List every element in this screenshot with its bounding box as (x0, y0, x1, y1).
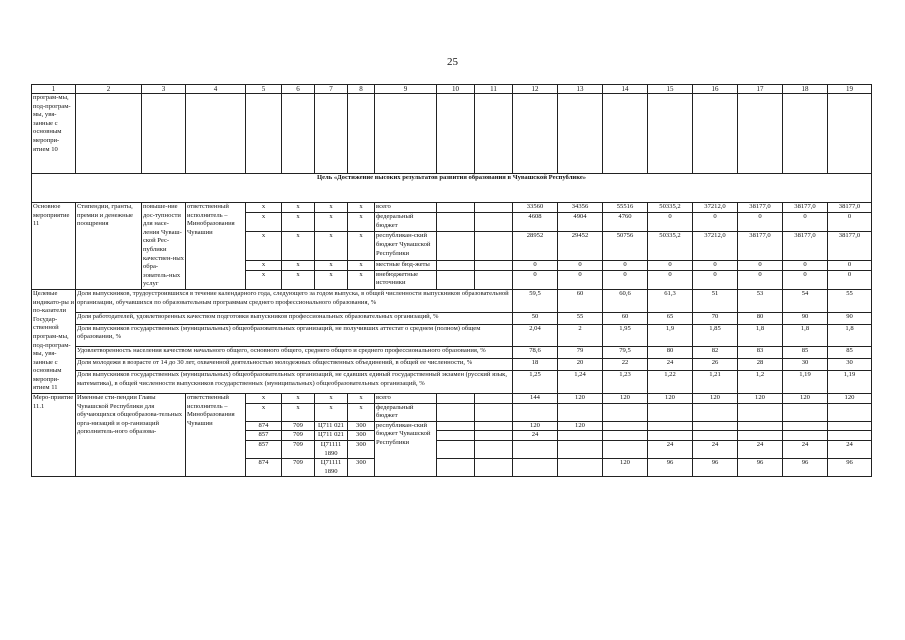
value-cell: 59,5 (513, 289, 558, 312)
value-cell: 50335,2 (648, 232, 693, 260)
value-cell: 28 (738, 359, 783, 371)
value-cell: 0 (828, 270, 872, 289)
carry-over-row (32, 94, 872, 174)
value-cell (648, 431, 693, 441)
empty-cell (783, 94, 828, 174)
event11-name: Основное мероприятие 11 (32, 203, 76, 290)
code-cell: x (282, 270, 315, 289)
value-cell: 50335,2 (648, 203, 693, 213)
empty-cell (437, 232, 475, 260)
indicator-row (32, 359, 872, 371)
value-cell (783, 431, 828, 441)
value-cell (828, 431, 872, 441)
budget-table-sheet (31, 84, 871, 477)
col-header: 1 (32, 85, 76, 94)
code-cell: x (315, 403, 348, 421)
value-cell: 60 (558, 289, 603, 312)
value-cell: 80 (648, 347, 693, 359)
funding-source: федеральный бюджет (375, 403, 437, 421)
value-cell: 0 (738, 213, 783, 232)
code-cell: x (315, 270, 348, 289)
value-cell: 37212,0 (693, 232, 738, 260)
page-number: 25 (447, 56, 458, 68)
empty-cell (282, 94, 315, 174)
col-header: 12 (513, 85, 558, 94)
code-cell: x (246, 213, 282, 232)
value-cell: 0 (783, 213, 828, 232)
empty-cell (648, 94, 693, 174)
col-header: 5 (246, 85, 282, 94)
empty-cell (437, 441, 475, 459)
empty-cell (315, 94, 348, 174)
value-cell: 24 (648, 359, 693, 371)
code-cell: x (315, 232, 348, 260)
indicator-text: Доля выпускников, трудоустроившихся в течение календарного года, следующего за годом выпуска, в общей численности выпускников образовательной организации, обучавшихся по образовательным программам среднего профессионального образования, % (76, 289, 513, 312)
empty-cell (76, 94, 142, 174)
value-cell: 85 (783, 347, 828, 359)
value-cell: 61,3 (648, 289, 693, 312)
value-cell: 96 (693, 459, 738, 477)
empty-cell (348, 94, 375, 174)
value-cell (603, 403, 648, 421)
value-cell: 96 (648, 459, 693, 477)
value-cell: 0 (738, 270, 783, 289)
value-cell: 60,6 (603, 289, 648, 312)
value-cell: 1,22 (648, 371, 693, 394)
value-cell: 38177,0 (783, 232, 828, 260)
value-cell: 0 (603, 260, 648, 270)
value-cell: 29452 (558, 232, 603, 260)
value-cell: 90 (828, 312, 872, 324)
value-cell (558, 441, 603, 459)
event11-1-title: Именные сти-пендии Главы Чувашской Республики для обучающихся общеобразова-тельных орга-низаций и ор-ганизаций дополнитель-ного образова- (76, 394, 186, 477)
code-cell: 709 (282, 441, 315, 459)
indicator-text: Удовлетворенность населения качеством начального общего, основного общего, среднего общего и среднего профессионального образования, % (76, 347, 513, 359)
indicator-text: Доля выпускников государственных (муниципальных) общеобразовательных организаций, не сдавших единый государственный экзамен (русский язык, математика), в общей численности выпускников государственных (муниципальных) общеобразовательных организаций, % (76, 371, 513, 394)
col-header: 4 (186, 85, 246, 94)
value-cell: 54 (783, 289, 828, 312)
empty-cell (475, 403, 513, 421)
value-cell: 120 (558, 394, 603, 404)
value-cell (603, 421, 648, 431)
code-cell: Ц711 021 (315, 431, 348, 441)
empty-cell (693, 94, 738, 174)
value-cell: 4608 (513, 213, 558, 232)
empty-cell (475, 94, 513, 174)
event11-row (32, 203, 872, 213)
code-cell: x (282, 260, 315, 270)
value-cell: 38177,0 (828, 203, 872, 213)
value-cell: 30 (828, 359, 872, 371)
empty-cell (186, 94, 246, 174)
value-cell: 55516 (603, 203, 648, 213)
value-cell: 0 (693, 260, 738, 270)
value-cell (603, 431, 648, 441)
col-header: 7 (315, 85, 348, 94)
code-cell: 709 (282, 431, 315, 441)
value-cell: 0 (648, 260, 693, 270)
empty-cell (375, 94, 437, 174)
value-cell (513, 403, 558, 421)
value-cell: 38177,0 (783, 203, 828, 213)
empty-cell (437, 459, 475, 477)
code-cell: x (246, 403, 282, 421)
indicator-text: Доля работодателей, удовлетворенных качеством подготовки выпускников профессиональных образовательных организаций, % (76, 312, 513, 324)
col-header: 8 (348, 85, 375, 94)
indicator-row (32, 312, 872, 324)
value-cell: 34356 (558, 203, 603, 213)
value-cell: 85 (828, 347, 872, 359)
value-cell: 1,21 (693, 371, 738, 394)
value-cell: 96 (738, 459, 783, 477)
empty-cell (475, 431, 513, 441)
code-cell: x (348, 394, 375, 404)
empty-cell (475, 441, 513, 459)
col-header: 6 (282, 85, 315, 94)
value-cell: 38177,0 (738, 232, 783, 260)
empty-cell (142, 94, 186, 174)
value-cell: 96 (828, 459, 872, 477)
value-cell: 1,95 (603, 324, 648, 347)
value-cell: 120 (693, 394, 738, 404)
value-cell (693, 421, 738, 431)
code-cell: 300 (348, 459, 375, 477)
code-cell: x (246, 394, 282, 404)
empty-cell (475, 232, 513, 260)
empty-cell (437, 394, 475, 404)
value-cell (558, 431, 603, 441)
value-cell (738, 431, 783, 441)
empty-cell (437, 203, 475, 213)
funding-source: республикан-ский бюджет Чувашской Республики (375, 421, 437, 477)
value-cell (693, 431, 738, 441)
value-cell: 120 (738, 394, 783, 404)
value-cell: 26 (693, 359, 738, 371)
code-cell: 874 (246, 459, 282, 477)
empty-cell (437, 431, 475, 441)
value-cell: 1,8 (828, 324, 872, 347)
funding-source: всего (375, 203, 437, 213)
indicators-label: Целевые индикато-ры и по-казатели Государ-ственной програм-мы, под-програм-мы, увя-занные с основным меропри-ятием 11 (32, 289, 76, 393)
value-cell: 120 (783, 394, 828, 404)
value-cell: 60 (603, 312, 648, 324)
value-cell: 79 (558, 347, 603, 359)
value-cell: 0 (648, 270, 693, 289)
code-cell: x (246, 203, 282, 213)
value-cell: 0 (648, 213, 693, 232)
col-header: 14 (603, 85, 648, 94)
code-cell: Ц711 021 (315, 421, 348, 431)
col-header: 18 (783, 85, 828, 94)
event11-1-name: Меро-приятие 11.1 (32, 394, 76, 477)
value-cell: 33560 (513, 203, 558, 213)
col-header: 3 (142, 85, 186, 94)
value-cell (783, 403, 828, 421)
value-cell: 4904 (558, 213, 603, 232)
value-cell: 20 (558, 359, 603, 371)
code-cell: x (246, 260, 282, 270)
indicator-row (32, 347, 872, 359)
code-cell: x (348, 270, 375, 289)
indicator-text: Доля молодежи в возрасте от 14 до 30 лет, охваченной деятельностью молодежных общественных объединений, в общей ее численности, % (76, 359, 513, 371)
funding-source: местные бюд-жеты (375, 260, 437, 270)
funding-source: республикан-ский бюджет Чувашской Республики (375, 232, 437, 260)
empty-cell (738, 94, 783, 174)
col-header: 9 (375, 85, 437, 94)
value-cell (738, 421, 783, 431)
empty-cell (475, 270, 513, 289)
value-cell: 1,23 (603, 371, 648, 394)
value-cell (648, 421, 693, 431)
code-cell: 857 (246, 431, 282, 441)
value-cell: 0 (603, 270, 648, 289)
value-cell: 18 (513, 359, 558, 371)
value-cell: 144 (513, 394, 558, 404)
value-cell: 0 (558, 260, 603, 270)
col-header: 10 (437, 85, 475, 94)
col-header: 15 (648, 85, 693, 94)
code-cell: x (315, 203, 348, 213)
event11-executor: ответственный исполнитель – Минобразования Чувашии (186, 203, 246, 290)
value-cell: 70 (693, 312, 738, 324)
value-cell: 50 (513, 312, 558, 324)
goal-row (32, 174, 872, 203)
value-cell: 24 (828, 441, 872, 459)
event11-1-row (32, 394, 872, 404)
value-cell: 0 (513, 270, 558, 289)
value-cell: 0 (828, 260, 872, 270)
code-cell: x (246, 232, 282, 260)
value-cell: 78,6 (513, 347, 558, 359)
value-cell: 38177,0 (738, 203, 783, 213)
value-cell: 24 (738, 441, 783, 459)
column-number-row (32, 85, 872, 94)
empty-cell (437, 270, 475, 289)
value-cell (603, 441, 648, 459)
value-cell: 24 (648, 441, 693, 459)
code-cell: 300 (348, 421, 375, 431)
col-header: 19 (828, 85, 872, 94)
code-cell: x (282, 232, 315, 260)
event11-1-executor: ответственный исполнитель – Минобразования Чувашии (186, 394, 246, 477)
value-cell (648, 403, 693, 421)
code-cell: 874 (246, 421, 282, 431)
value-cell: 0 (693, 213, 738, 232)
empty-cell (603, 94, 648, 174)
code-cell: x (315, 394, 348, 404)
funding-source: федеральный бюджет (375, 213, 437, 232)
code-cell: x (348, 403, 375, 421)
value-cell: 80 (738, 312, 783, 324)
empty-cell (437, 213, 475, 232)
empty-cell (437, 421, 475, 431)
col-header: 17 (738, 85, 783, 94)
empty-cell (246, 94, 282, 174)
value-cell: 2,04 (513, 324, 558, 347)
empty-cell (475, 459, 513, 477)
value-cell: 30 (783, 359, 828, 371)
empty-cell (437, 403, 475, 421)
code-cell: x (348, 232, 375, 260)
value-cell: 120 (828, 394, 872, 404)
funding-source: внебюджетные источники (375, 270, 437, 289)
code-cell: x (348, 213, 375, 232)
code-cell: 857 (246, 441, 282, 459)
code-cell: 300 (348, 431, 375, 441)
value-cell (513, 459, 558, 477)
value-cell: 1,9 (648, 324, 693, 347)
value-cell: 1,19 (783, 371, 828, 394)
indicator-text: Доля выпускников государственных (муниципальных) общеобразовательных организаций, не получивших аттестат о среднем (полном) общем образовании, % (76, 324, 513, 347)
empty-cell (828, 94, 872, 174)
value-cell: 51 (693, 289, 738, 312)
value-cell: 22 (603, 359, 648, 371)
empty-cell (437, 260, 475, 270)
value-cell: 1,85 (693, 324, 738, 347)
value-cell: 50756 (603, 232, 648, 260)
value-cell: 0 (738, 260, 783, 270)
value-cell: 120 (513, 421, 558, 431)
goal-title: Цель «Достижение высоких результатов развития образования в Чувашской Республике» (32, 174, 872, 203)
value-cell (558, 403, 603, 421)
value-cell (558, 459, 603, 477)
code-cell: x (348, 203, 375, 213)
empty-cell (558, 94, 603, 174)
value-cell: 1,2 (738, 371, 783, 394)
value-cell (693, 403, 738, 421)
value-cell: 0 (828, 213, 872, 232)
value-cell: 55 (828, 289, 872, 312)
value-cell: 120 (603, 459, 648, 477)
value-cell: 120 (648, 394, 693, 404)
value-cell (828, 421, 872, 431)
value-cell: 0 (513, 260, 558, 270)
value-cell: 120 (558, 421, 603, 431)
value-cell: 24 (783, 441, 828, 459)
code-cell: x (282, 203, 315, 213)
code-cell: 709 (282, 459, 315, 477)
value-cell: 82 (693, 347, 738, 359)
col-header: 11 (475, 85, 513, 94)
code-cell: x (315, 260, 348, 270)
empty-cell (475, 203, 513, 213)
col-header: 13 (558, 85, 603, 94)
value-cell: 4760 (603, 213, 648, 232)
indicator-row (32, 371, 872, 394)
empty-cell (437, 94, 475, 174)
code-cell: x (348, 260, 375, 270)
value-cell: 0 (693, 270, 738, 289)
code-cell: x (282, 403, 315, 421)
value-cell: 53 (738, 289, 783, 312)
col-header: 2 (76, 85, 142, 94)
indicator-row (32, 289, 872, 312)
value-cell: 1,25 (513, 371, 558, 394)
code-cell: x (282, 394, 315, 404)
empty-cell (475, 421, 513, 431)
value-cell: 38177,0 (828, 232, 872, 260)
col-header: 16 (693, 85, 738, 94)
value-cell (828, 403, 872, 421)
value-cell (738, 403, 783, 421)
value-cell: 24 (693, 441, 738, 459)
event11-task: повыше-ние дос-тупности для насе-ления Чуваш-ской Рес-публики качествен-ных обра-зователь-ных услуг (142, 203, 186, 290)
code-cell: x (246, 270, 282, 289)
value-cell: 1,19 (828, 371, 872, 394)
code-cell: x (282, 213, 315, 232)
value-cell: 0 (783, 270, 828, 289)
value-cell: 28952 (513, 232, 558, 260)
value-cell: 0 (783, 260, 828, 270)
value-cell (513, 441, 558, 459)
value-cell: 120 (603, 394, 648, 404)
code-cell: x (315, 213, 348, 232)
carry-over-label: програм-мы, под-програм-мы, увя-занные с основным меропри-ятием 10 (32, 94, 76, 174)
value-cell: 24 (513, 431, 558, 441)
code-cell: Ц71111 1890 (315, 459, 348, 477)
code-cell: Ц71111 1890 (315, 441, 348, 459)
indicator-row (32, 324, 872, 347)
value-cell: 1,24 (558, 371, 603, 394)
empty-cell (475, 394, 513, 404)
value-cell: 1,8 (738, 324, 783, 347)
value-cell: 2 (558, 324, 603, 347)
value-cell: 1,8 (783, 324, 828, 347)
value-cell: 0 (558, 270, 603, 289)
value-cell: 79,5 (603, 347, 648, 359)
budget-table (31, 84, 872, 477)
event11-title: Стипендии, гранты, премии и денежные поощрения (76, 203, 142, 290)
value-cell: 96 (783, 459, 828, 477)
value-cell: 90 (783, 312, 828, 324)
value-cell: 83 (738, 347, 783, 359)
funding-source: всего (375, 394, 437, 404)
value-cell: 55 (558, 312, 603, 324)
empty-cell (513, 94, 558, 174)
value-cell: 65 (648, 312, 693, 324)
code-cell: 300 (348, 441, 375, 459)
value-cell (783, 421, 828, 431)
code-cell: 709 (282, 421, 315, 431)
empty-cell (475, 213, 513, 232)
empty-cell (475, 260, 513, 270)
value-cell: 37212,0 (693, 203, 738, 213)
